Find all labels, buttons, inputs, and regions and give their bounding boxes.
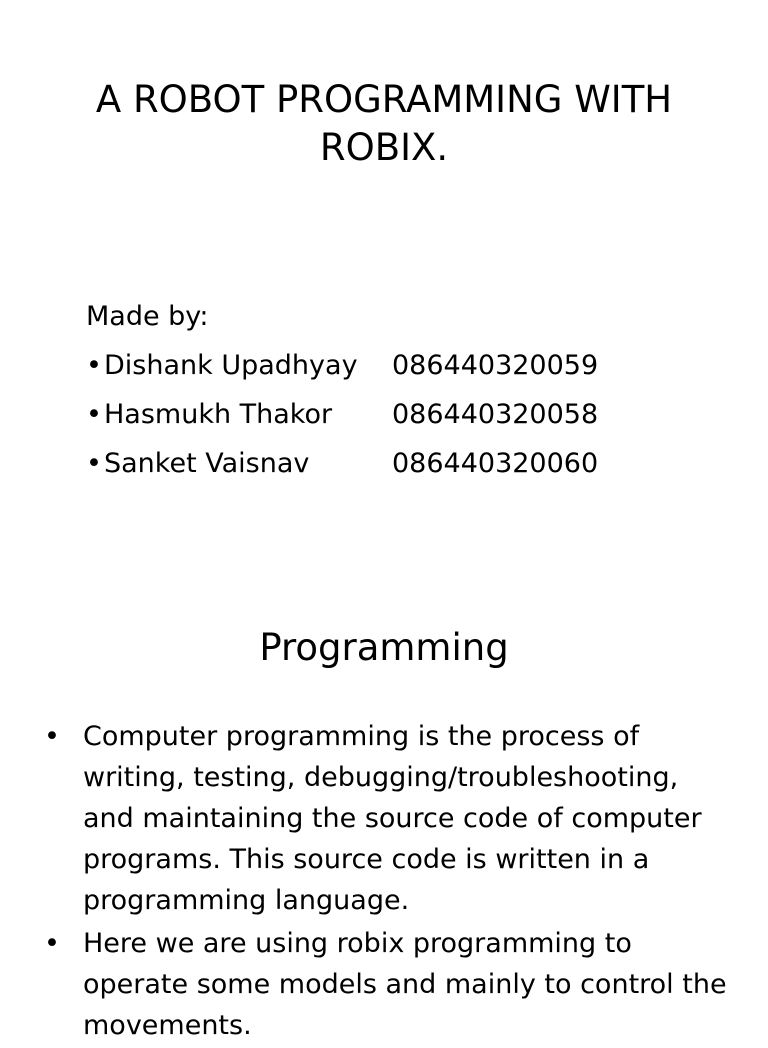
slide-programming [0,576,768,1041]
authors-block [86,292,598,488]
bullet-icon: • [44,928,60,959]
bullet-icon: • [44,721,60,752]
member-row [86,439,598,488]
member-id: 086440320058 [392,399,599,430]
bullet-list [36,716,736,1048]
member-id: 086440320059 [392,350,599,381]
made-by-label: Made by: [86,301,209,332]
bullet-icon: • [86,448,102,479]
member-name: Sanket Vaisnav [104,448,310,479]
list-item [36,923,736,1046]
list-item [36,716,736,921]
bullet-text: Here we are using robix programming to operate some models and mainly to control the movements. [83,928,727,1041]
member-id: 086440320060 [392,448,599,479]
bullet-icon: • [86,350,102,381]
slide-heading: Programming [259,626,509,669]
bullet-icon: • [86,399,102,430]
bullet-text: Computer programming is the process of writing, testing, debugging/troubleshooting, and maintaining the source code of computer programs. This source code is written in a programming language. [83,721,702,916]
member-name: Hasmukh Thakor [104,399,333,430]
member-name: Dishank Upadhyay [104,350,358,381]
member-row [86,390,598,439]
member-row [86,341,598,390]
slide-title-heading: A ROBOT PROGRAMMING WITH ROBIX. [95,78,673,169]
